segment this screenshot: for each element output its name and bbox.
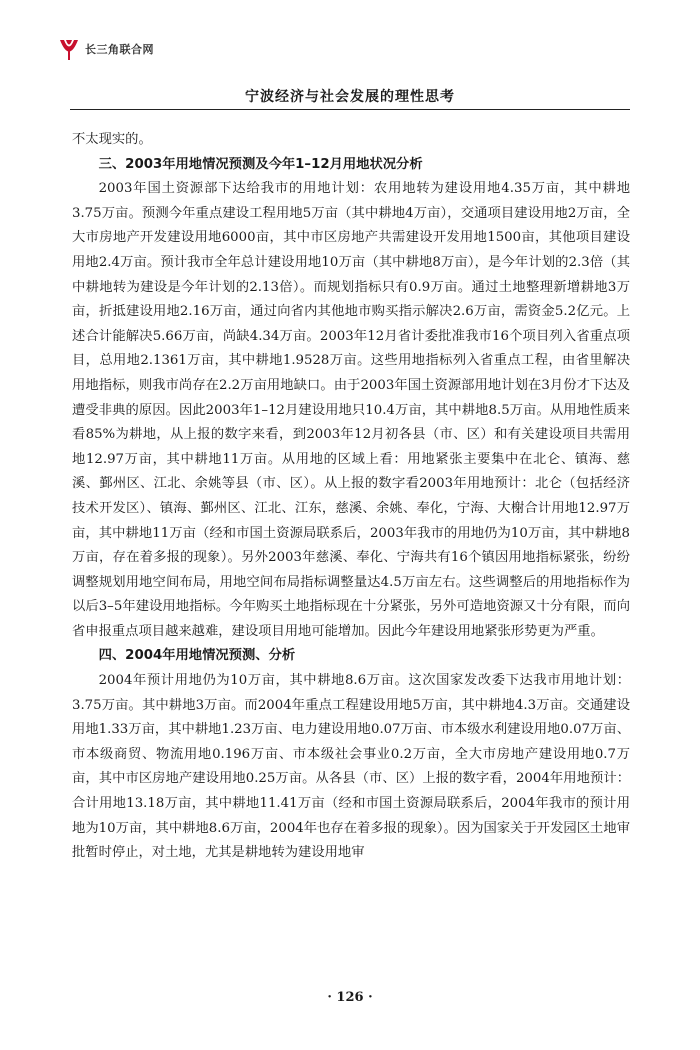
header-rule bbox=[70, 109, 630, 110]
site-logo bbox=[58, 36, 154, 62]
logo-emblem-icon bbox=[58, 37, 80, 61]
page-body bbox=[72, 128, 630, 866]
paragraph-2003-analysis: 2003年国土资源部下达给我市的用地计划：农用地转为建设用地4.35万亩，其中耕地3.75万亩。预测今年重点建设工程用地5万亩（其中耕地4万亩），交通项目建设用地2万亩，全大市房地产开发建设用地6000亩，其中市区房地产共需建设开发用地1500亩，其他项目建设用地2.4万亩。预计我市全年总计建设用地10万亩（其中耕地8万亩），是今年计划的2.3倍（其中耕地转为建设是今年计划的2.13倍）。而规划指标只有0.9万亩。通过土地整理新增耕地3万亩，折抵建设用地2.16万亩，通过向省内其他地市购买指示解决2.6万亩，需资金5.2亿元。上述合计能解决5.66万亩，尚缺4.34万亩。2003年12月省计委批准我市16个项目列入省重点项目，总用地2.1361万亩，其中耕地1.9528万亩。这些用地指标列入省重点工程，由省里解决用地指标，则我市尚存在2.2万亩用地缺口。由于2003年国土资源部用地计划在3月份才下达及遭受非典的原因。因此2003年1–12月建设用地只10.4万亩，其中耕地8.5万亩。从用地性质来看85%为耕地，从上报的数字来看，到2003年12月初各县（市、区）和有关建设项目共需用地12.97万亩，其中耕地11万亩。从用地的区域上看：用地紧张主要集中在北仑、镇海、慈溪、鄞州区、江北、余姚等县（市、区）。从上报的数字看2003年用地预计：北仑（包括经济技术开发区）、镇海、鄞州区、江北、江东，慈溪、余姚、奉化，宁海、大榭合计用地12.97万亩，其中耕地11万亩（经和市国土资源局联系后，2003年我市的用地仍为10万亩，其中耕地8万亩，存在着多报的现象）。另外2003年慈溪、奉化、宁海共有16个镇因用地指标紧张，纷纷调整规划用地空间布局，用地空间布局指标调整量达4.5万亩左右。这些调整后的用地指标作为以后3–5年建设用地指标。今年购买土地指标现在十分紧张，另外可造地资源又十分有限，而向省申报重点项目越来越难，建设项目用地可能增加。因此今年建设用地紧张形势更为严重。 bbox=[72, 181, 630, 639]
section-heading-4: 四、2004年用地情况预测、分析 bbox=[98, 648, 296, 664]
section-heading-3: 三、2003年用地情况预测及今年1–12月用地状况分析 bbox=[98, 156, 423, 172]
paragraph-2004-forecast: 2004年预计用地仍为10万亩，其中耕地8.6万亩。这次国家发改委下达我市用地计划：3.75万亩。其中耕地3万亩。而2004年重点工程建设用地5万亩，其中耕地4.3万亩。交通建设用地1.33万亩，其中耕地1.23万亩、电力建设用地0.07万亩、市本级水利建设用地0.07万亩、市本级商贸、物流用地0.196万亩、市本级社会事业0.2万亩，全大市房地产建设用地0.7万亩，其中市区房地产建设用地0.25万亩。从各县（市、区）上报的数字看，2004年用地预计：合计用地13.18万亩，其中耕地11.41万亩（经和市国土资源局联系后，2004年我市的预计用地为10万亩，其中耕地8.6万亩，2004年也存在着多报的现象）。因为国家关于开发园区土地审批暂时停止，对土地，尤其是耕地转为建设用地审 bbox=[72, 673, 630, 861]
running-title: 宁波经济与社会发展的理性思考 bbox=[245, 89, 455, 105]
logo-text: 长三角联合网 bbox=[85, 43, 154, 56]
page-number: · 126 · bbox=[327, 990, 373, 1005]
continuation-line: 不太现实的。 bbox=[72, 132, 152, 147]
